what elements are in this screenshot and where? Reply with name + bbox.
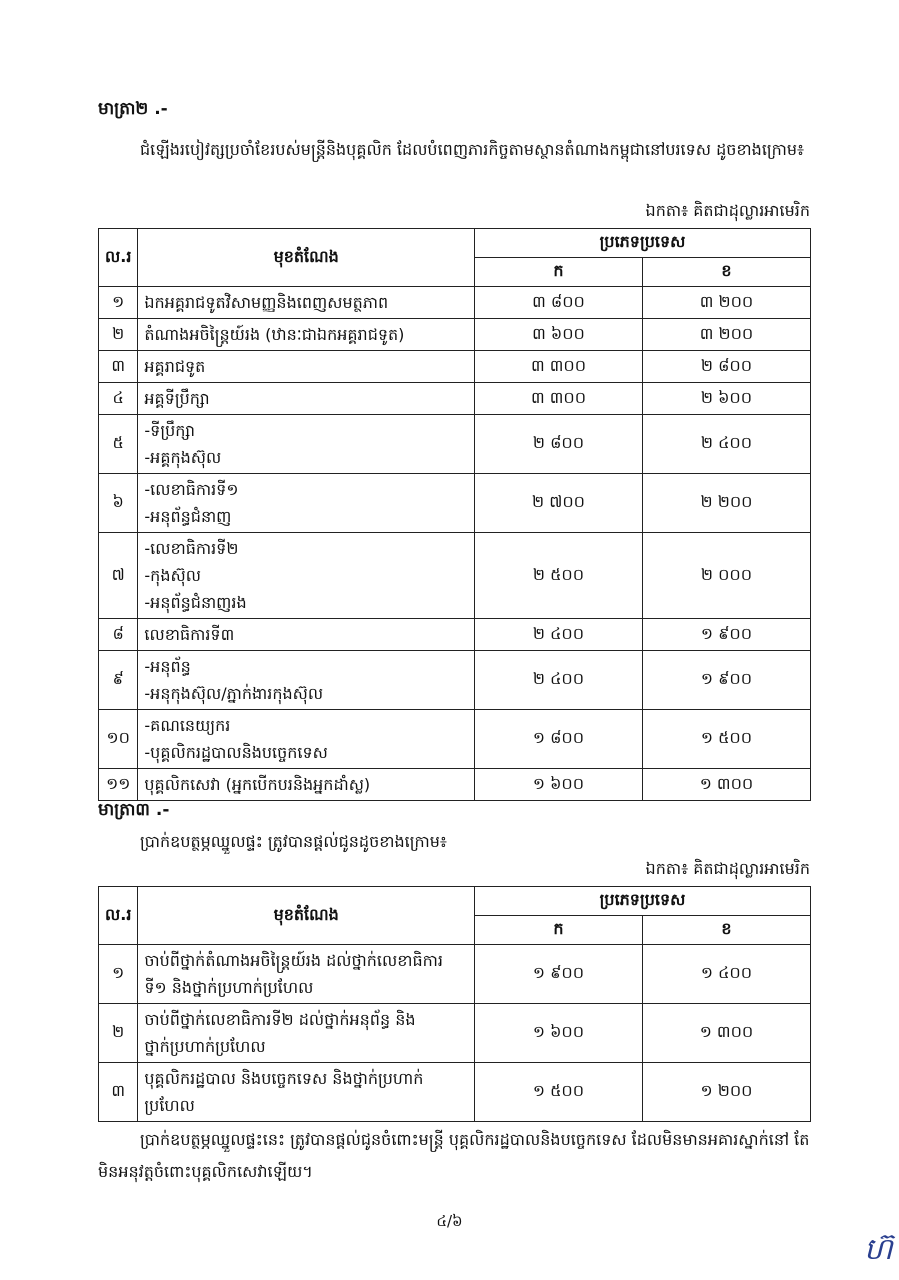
value-b: ៣ ២០០ (643, 319, 811, 351)
col-b-header: ខ (643, 916, 811, 945)
position-cell (138, 415, 475, 474)
position-line: តំណាងអចិន្ត្រៃយ៍រង (ឋានៈជាឯកអគ្គរាជទូត) (144, 325, 405, 344)
value-b: ១ ៤០០ (643, 945, 811, 1004)
value-a: ១ ៨០០ (475, 710, 643, 769)
salary-table (98, 228, 811, 801)
position-line: -គណនេយ្យករ (144, 716, 231, 735)
position-line: អគ្គរាជទូត (144, 357, 206, 376)
article-3-unit: ឯកតា៖ គិតជាដុល្លារអាមេរិក (645, 859, 810, 878)
table-row (99, 287, 811, 319)
salary-table-body (99, 287, 811, 801)
position-cell (138, 619, 475, 651)
value-a: ៣ ៣០០ (475, 383, 643, 415)
value-a: ១ ៥០០ (475, 1063, 643, 1122)
row-number: ៥ (99, 415, 138, 474)
position-line: បុគ្គលិកសេវា (អ្នកបើកបរនិងអ្នកដាំស្ល) (144, 775, 371, 794)
position-cell (138, 945, 475, 1004)
row-number: ២ (99, 319, 138, 351)
value-b: ២ ៤០០ (643, 415, 811, 474)
position-line: -អនុព័ន្ធ (144, 657, 191, 676)
col-no-header: ល.រ (99, 229, 138, 287)
row-number: ១ (99, 945, 138, 1004)
position-cell (138, 287, 475, 319)
article-2-heading: មាត្រា២ .- (98, 99, 168, 119)
table-row (99, 533, 811, 619)
row-number: ៩ (99, 651, 138, 710)
value-a: ១ ៦០០ (475, 769, 643, 801)
article-2-unit: ឯកតា៖ គិតជាដុល្លារអាមេរិក (645, 201, 810, 220)
value-b: ២ ០០០ (643, 533, 811, 619)
table-row (99, 651, 811, 710)
col-country-type-header: ប្រភេទប្រទេស (475, 229, 811, 258)
position-cell (138, 1063, 475, 1122)
table-row (99, 383, 811, 415)
value-b: ១ ៣០០ (643, 1004, 811, 1063)
value-a: ២ ៥០០ (475, 533, 643, 619)
value-b: ១ ៥០០ (643, 710, 811, 769)
value-b: ២ ២០០ (643, 474, 811, 533)
position-line: -ទីប្រឹក្សា (144, 421, 196, 440)
article-2-text: ជំឡើងរបៀវត្សប្រចាំខែរបស់មន្ត្រីនិងបុគ្គលិក ដែលបំពេញភារកិច្ចតាមស្ថានតំណាងកម្ពុជានៅបរទេស ដូចខាងក្រោម៖ (140, 140, 805, 159)
position-cell (138, 351, 475, 383)
row-number: ៦ (99, 474, 138, 533)
table-row (99, 474, 811, 533)
table-row (99, 1004, 811, 1063)
position-cell (138, 319, 475, 351)
position-line: -អនុកុងស៊ុល/ភ្នាក់ងារកុងស៊ុល (144, 684, 324, 703)
position-line: ប្រហែល (144, 1096, 195, 1115)
row-number: ៨ (99, 619, 138, 651)
position-cell (138, 474, 475, 533)
article-3-text: ប្រាក់ឧបត្ថម្ភឈ្នួលផ្ទះ ត្រូវបានផ្តល់ជូនដូចខាងក្រោម៖ (140, 832, 447, 851)
position-line: -អនុព័ន្ធជំនាញ (144, 507, 232, 526)
col-country-type-header: ប្រភេទប្រទេស (475, 887, 811, 916)
value-a: ៣ ៦០០ (475, 319, 643, 351)
position-line: -កុងស៊ុល (144, 566, 201, 585)
position-cell (138, 533, 475, 619)
value-a: ៣ ៣០០ (475, 351, 643, 383)
article-3-heading: មាត្រា៣ .- (98, 800, 170, 820)
table-row (99, 415, 811, 474)
value-b: ១ ៣០០ (643, 769, 811, 801)
value-a: ២ ៧០០ (475, 474, 643, 533)
col-b-header: ខ (643, 258, 811, 287)
row-number: ១១ (99, 769, 138, 801)
position-cell (138, 769, 475, 801)
position-cell (138, 651, 475, 710)
row-number: ៣ (99, 1063, 138, 1122)
value-a: ១ ៩០០ (475, 945, 643, 1004)
position-line: -លេខាធិការទី២ (144, 539, 239, 558)
position-line: -លេខាធិការទី១ (144, 480, 239, 499)
value-b: ២ ៦០០ (643, 383, 811, 415)
page-number: ៤/៦ (436, 1212, 463, 1230)
value-b: ១ ៩០០ (643, 651, 811, 710)
signature-initial: ហ៊ (864, 1232, 893, 1267)
article-3-note: ប្រាក់ឧបត្ថម្ភឈ្នួលផ្ទះនេះ ត្រូវបានផ្តល់ជូនចំពោះមន្ត្រី បុគ្គលិករដ្ឋបាលនិងបច្ចេកទេស ដែលមិនមានអគារស្នាក់នៅ តែមិនអនុវត្តចំពោះបុគ្គលិកសេវាឡើយ។ (98, 1130, 810, 1181)
value-b: ៣ ២០០ (643, 287, 811, 319)
col-no-header: ល.រ (99, 887, 138, 945)
row-number: ៤ (99, 383, 138, 415)
value-a: ២ ៤០០ (475, 651, 643, 710)
table-row (99, 945, 811, 1004)
table-row (99, 769, 811, 801)
housing-table (98, 886, 811, 1122)
position-line: បុគ្គលិករដ្ឋបាល និងបច្ចេកទេស និងថ្នាក់ប្រហាក់ (144, 1069, 424, 1088)
value-a: ៣ ៨០០ (475, 287, 643, 319)
position-line: ទី១ និងថ្នាក់ប្រហាក់ប្រហែល (144, 978, 314, 997)
row-number: ៣ (99, 351, 138, 383)
row-number: ១ (99, 287, 138, 319)
position-line: អគ្គទីប្រឹក្សា (144, 389, 210, 408)
housing-table-body (99, 945, 811, 1122)
position-line: ឯកអគ្គរាជទូតវិសាមញ្ញនិងពេញសមត្ថភាព (144, 293, 389, 312)
col-position-header: មុខតំណែង (138, 229, 475, 287)
position-line: -អនុព័ន្ធជំនាញរង (144, 593, 247, 612)
position-line: ចាប់ពីថ្នាក់តំណាងអចិន្ត្រៃយ៍រង ដល់ថ្នាក់លេខាធិការ (144, 951, 443, 970)
position-cell (138, 710, 475, 769)
position-line: ចាប់ពីថ្នាក់លេខាធិការទី២ ដល់ថ្នាក់អនុព័ន្ធ និង (144, 1010, 416, 1029)
table-row (99, 1063, 811, 1122)
value-a: ២ ៨០០ (475, 415, 643, 474)
position-cell (138, 1004, 475, 1063)
table-row (99, 710, 811, 769)
table-row (99, 319, 811, 351)
position-line: -បុគ្គលិករដ្ឋបាលនិងបច្ចេកទេស (144, 743, 328, 762)
col-a-header: ក (475, 916, 643, 945)
row-number: ៧ (99, 533, 138, 619)
table-row (99, 619, 811, 651)
position-line: ថ្នាក់ប្រហាក់ប្រហែល (144, 1037, 266, 1056)
row-number: ២ (99, 1004, 138, 1063)
value-b: ១ ២០០ (643, 1063, 811, 1122)
col-a-header: ក (475, 258, 643, 287)
position-line: លេខាធិការទី៣ (144, 625, 235, 644)
row-number: ១០ (99, 710, 138, 769)
position-line: -អគ្គកុងស៊ុល (144, 448, 222, 467)
col-position-header: មុខតំណែង (138, 887, 475, 945)
table-row (99, 351, 811, 383)
value-b: ១ ៩០០ (643, 619, 811, 651)
position-cell (138, 383, 475, 415)
value-b: ២ ៨០០ (643, 351, 811, 383)
value-a: ២ ៤០០ (475, 619, 643, 651)
value-a: ១ ៦០០ (475, 1004, 643, 1063)
